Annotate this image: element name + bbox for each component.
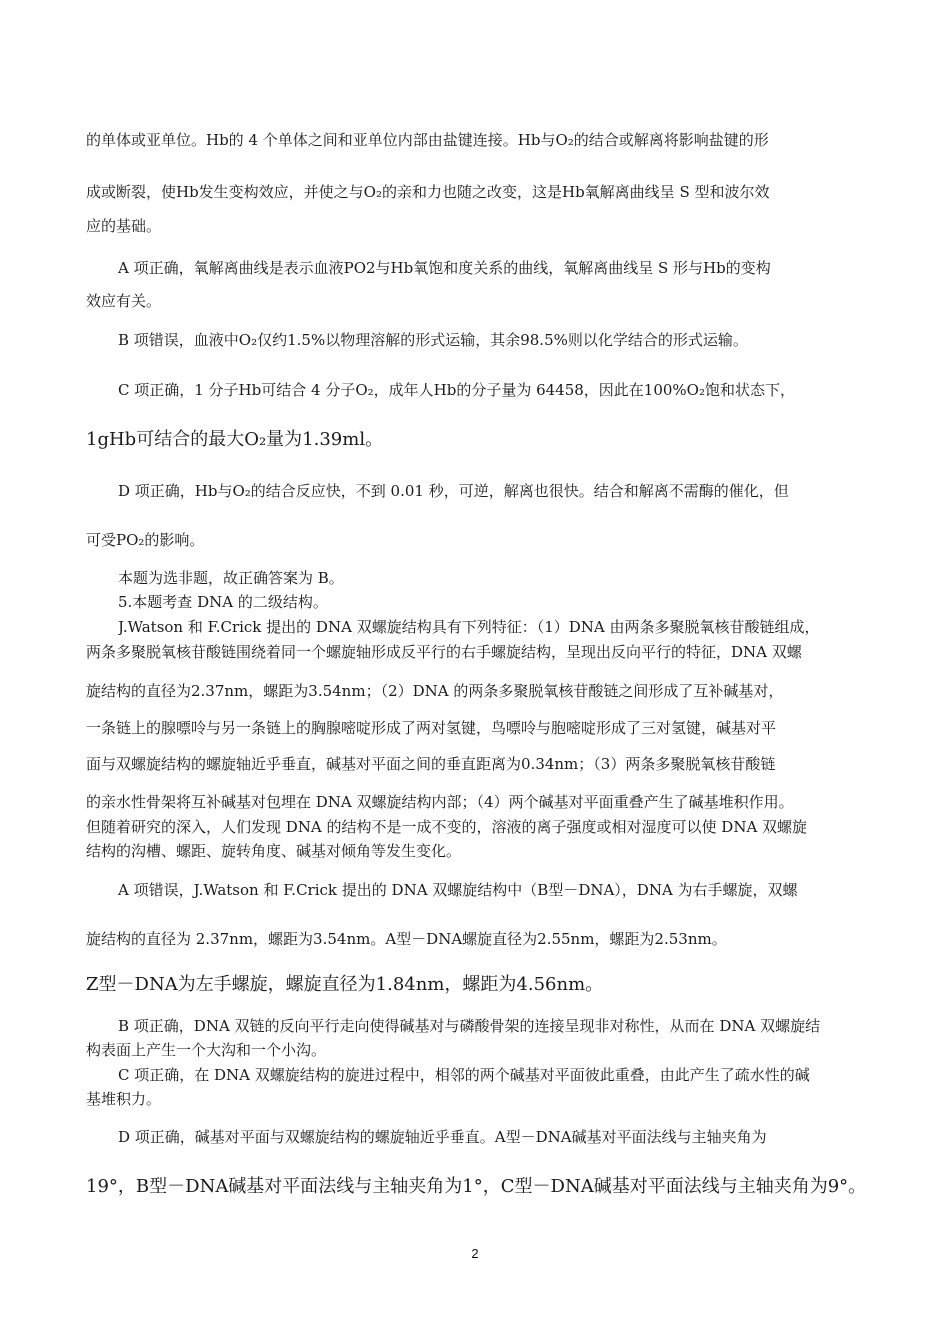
text-line: 效应有关。 (86, 292, 162, 310)
text-line: B 项错误，血液中O₂仅约1.5%以物理溶解的形式运输，其余98.5%则以化学结合的形式运输。 (118, 331, 748, 349)
text-line: 的亲水性骨架将互补碱基对包埋在 DNA 双螺旋结构内部；（4）两个碱基对平面重叠产生了碱基堆积作用。 (86, 793, 794, 811)
text-line: 本题为选非题，故正确答案为 B。 (118, 569, 344, 587)
text-line: 的单体或亚单位。Hb的 4 个单体之间和亚单位内部由盐键连接。Hb与O₂的结合或解离将影响盐键的形 (86, 131, 769, 149)
text-line: 19°，B型－DNA碱基对平面法线与主轴夹角为1°，C型－DNA碱基对平面法线与主轴夹角为9°。 (86, 1176, 866, 1197)
text-line: Z型－DNA为左手螺旋，螺旋直径为1.84nm，螺距为4.56nm。 (86, 974, 604, 995)
text-line: 构表面上产生一个大沟和一个小沟。 (86, 1041, 327, 1059)
text-line: 可受PO₂的影响。 (86, 531, 205, 549)
text-line: A 项错误，J.Watson 和 F.Crick 提出的 DNA 双螺旋结构中（B型－DNA），DNA 为右手螺旋，双螺 (118, 881, 798, 899)
text-line: 旋结构的直径为2.37nm，螺距为3.54nm；（2）DNA 的两条多聚脱氧核苷酸链之间形成了互补碱基对， (86, 682, 784, 700)
text-line: 面与双螺旋结构的螺旋轴近乎垂直，碱基对平面之间的垂直距离为0.34nm；（3）两条多聚脱氧核苷酸链 (86, 755, 776, 773)
text-line: D 项正确，Hb与O₂的结合反应快，不到 0.01 秒，可逆，解离也很快。结合和解离不需酶的催化，但 (118, 482, 789, 500)
section-heading: 5.本题考查 DNA 的二级结构。 (118, 593, 328, 611)
text-line: 基堆积力。 (86, 1090, 162, 1108)
text-line: 1gHb可结合的最大O₂量为1.39ml。 (86, 429, 384, 450)
page-number: 2 (471, 1246, 479, 1261)
text-line: 一条链上的腺嘌呤与另一条链上的胸腺嘧啶形成了两对氢键，鸟嘌呤与胞嘧啶形成了三对氢键，碱基对平 (86, 719, 777, 737)
text-line: J.Watson 和 F.Crick 提出的 DNA 双螺旋结构具有下列特征：（1）DNA 由两条多聚脱氧核苷酸链组成， (118, 618, 820, 636)
text-line: D 项正确，碱基对平面与双螺旋结构的螺旋轴近乎垂直。A型－DNA碱基对平面法线与主轴夹角为 (118, 1128, 767, 1146)
text-line: 应的基础。 (86, 217, 162, 235)
text-line: 旋结构的直径为 2.37nm，螺距为3.54nm。A型－DNA螺旋直径为2.55nm，螺距为2.53nm。 (86, 930, 727, 948)
text-line: 但随着研究的深入，人们发现 DNA 的结构不是一成不变的，溶液的离子强度或相对湿度可以使 DNA 双螺旋 (86, 818, 808, 836)
text-line: C 项正确，在 DNA 双螺旋结构的旋进过程中，相邻的两个碱基对平面彼此重叠，由此产生了疏水性的碱 (118, 1066, 810, 1084)
text-line: B 项正确，DNA 双链的反向平行走向使得碱基对与磷酸骨架的连接呈现非对称性，从而在 DNA 双螺旋结 (118, 1017, 821, 1035)
text-line: A 项正确，氧解离曲线是表示血液PO2与Hb氧饱和度关系的曲线，氧解离曲线呈 S 形与Hb的变构 (118, 259, 771, 277)
text-line: 成或断裂，使Hb发生变构效应，并使之与O₂的亲和力也随之改变，这是Hb氧解离曲线呈 S 型和波尔效 (86, 183, 770, 201)
text-line: 两条多聚脱氧核苷酸链围绕着同一个螺旋轴形成反平行的右手螺旋结构，呈现出反向平行的特征，DNA 双螺 (86, 643, 802, 661)
text-line: 结构的沟槽、螺距、旋转角度、碱基对倾角等发生变化。 (86, 842, 462, 860)
text-line: C 项正确，1 分子Hb可结合 4 分子O₂，成年人Hb的分子量为 64458，因此在100%O₂饱和状态下， (118, 381, 795, 399)
